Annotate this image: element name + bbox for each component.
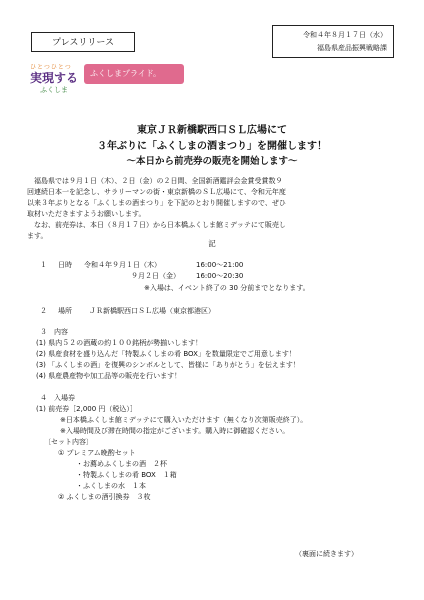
continued-note: （裏面に続きます） [295, 550, 358, 558]
content-item: (3) 「ふくしまの酒」を復興のシンボルとして、皆様に「ありがとう」を伝えます！ [36, 361, 300, 369]
intro-line: なお、前売券は、本日（８月１７日）から日本橋ふくしま館ミデッテにて販売し [27, 221, 286, 229]
intro-paragraph [27, 176, 397, 242]
intro-line: 以来３年ぶりとなる「ふくしまの酒まつり」を下記のとおり開催しますので、ぜひ [27, 199, 286, 207]
time-note: ※入場時間及び滞在時間の指定がございます。購入時に御確認ください。 [60, 427, 290, 435]
event-time-1: 16:00～21:00 [196, 261, 244, 269]
fukushima-logo [30, 62, 79, 102]
press-release-label: プレスリリース [31, 32, 135, 52]
presale-ticket: (1) 前売券［2,000 円（税込）］ [36, 405, 137, 413]
ki-heading: 記 [208, 239, 216, 248]
section-1-label: 日時 [58, 261, 72, 269]
premium-set: ① プレミアム晩酌セット [58, 449, 136, 457]
set-item: ・ふくしまの水 １本 [76, 482, 146, 490]
intro-line: 福島県では９月１日（木）、２日（金）の２日間、全国新酒鑑評会金賞受賞数９ [27, 177, 283, 185]
venue: ＪＲ新橋駅西口ＳＬ広場（東京都港区） [89, 307, 215, 315]
set-item: ・お薦めふくしまの酒 ２杯 [76, 460, 167, 468]
title-subtitle: ～本日から前売券の販売を開始します～ [126, 156, 298, 167]
logo-line-1: ひとつひとつ [30, 64, 72, 71]
content-item: (4) 県産農産物や加工品等の販売を行います！ [36, 372, 182, 380]
date-department-box [272, 25, 394, 58]
department-name: 福島県産品振興戦略課 [317, 44, 387, 52]
set-item: ・特製ふくしまの肴 BOX １箱 [76, 471, 177, 479]
content-item: (2) 県産食材を盛り込んだ「特製ふくしまの肴 BOX」を数量限定でご用意します！ [36, 350, 296, 358]
intro-line: ます。 [27, 232, 48, 240]
section-3-heading: ３ 内容 [40, 328, 68, 336]
title-line-2: ３年ぶりに「ふくしまの酒まつり」を開催します！ [97, 141, 327, 152]
section-4-heading: ４ 入場券 [40, 394, 75, 402]
purchase-note: ※日本橋ふくしま館ミデッテにて購入いただけます（無くなり次第販売終了）。 [60, 416, 308, 424]
section-2-number: ２ [40, 307, 47, 315]
content-item: (1) 県内５２の酒蔵の約１００銘柄が勢揃いします！ [36, 339, 203, 347]
event-date-1: 令和４年９月１日（木） [84, 261, 161, 269]
event-date-2: ９月２日（金） [131, 272, 180, 280]
logo-line-2: 実現する [30, 71, 79, 85]
logo-line-3: ふくしま [40, 86, 68, 94]
intro-line: 回連続日本一を記念し、サラリーマンの街・東京新橋のＳＬ広場にて、令和元年度 [27, 188, 286, 196]
section-1-number: １ [40, 261, 47, 269]
set-contents-heading: 〔セット内容〕 [44, 438, 93, 446]
title-line-1: 東京ＪＲ新橋駅西口ＳＬ広場にて [137, 125, 287, 136]
entry-note: ※入場は、イベント終了の 30 分前までとなります。 [144, 284, 310, 292]
fukushima-pride-badge: ふくしまプライド。 [84, 64, 184, 84]
sake-exchange-ticket: ② ふくしまの酒引換券 ３枚 [58, 493, 151, 501]
intro-line: 取材いただきますようお願いします。 [27, 210, 146, 218]
section-2-label: 場所 [58, 307, 72, 315]
event-time-2: 16:00～20:30 [196, 272, 244, 280]
release-date: 令和４年８月１７日（水） [303, 31, 387, 39]
